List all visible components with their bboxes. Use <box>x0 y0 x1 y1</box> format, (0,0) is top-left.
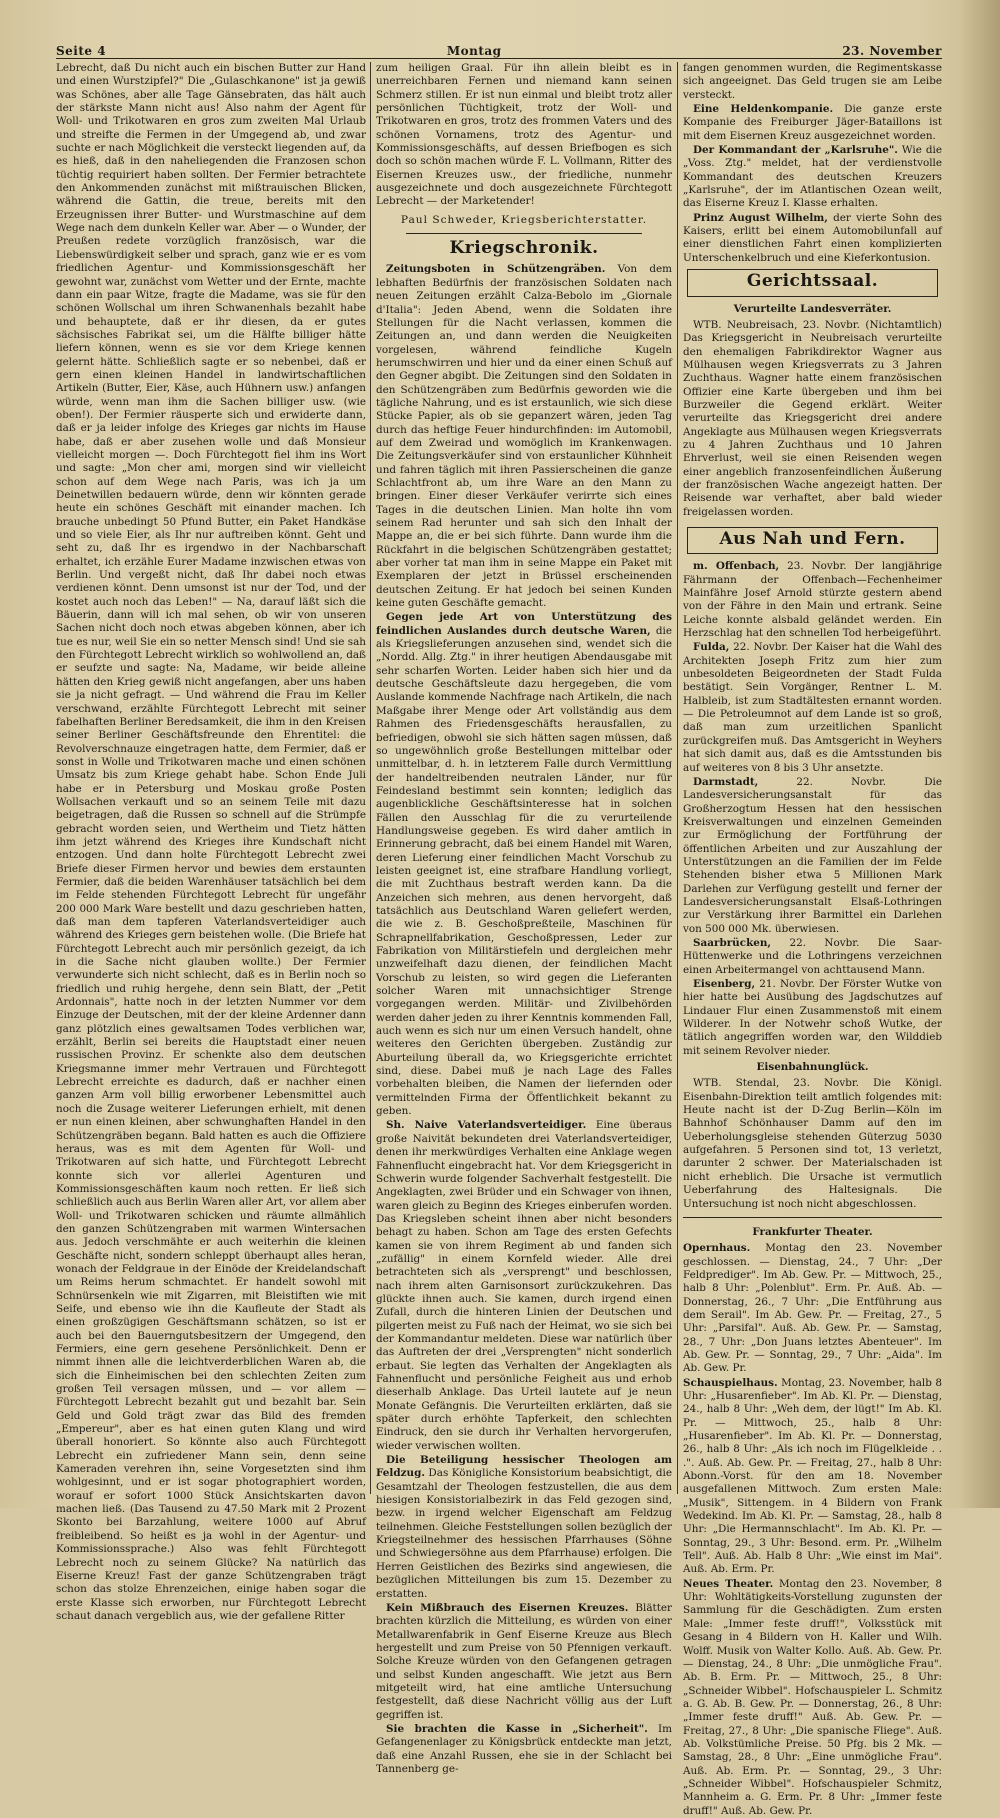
article-text: Von dem lebhaften Bedürfnis der französischen Soldaten nach neuen Zeitungen erzählt Calza-Bebolo im „Giornale d'Italia": Jeden Abend, wenn die Soldaten ihre Stellungen für die Nacht verlassen, kommen die Zeitungen an, und dann werden die Neuigkeiten vorgelesen, während feindliche Kugeln herumschwirren und hier und da einer einen Schuß auf den Gegner abgibt. Die Zeitungen sind den Soldaten in den Schützengräben zum Bedürfnis geworden wie die tägliche Nahrung, und es ist erstaunlich, wie sich diese Stücke Papier, als ob sie gepanzert wären, jeden Tag durch das heftige Feuer hindurchfinden: im Automobil, auf dem Zweirad und womöglich im Krankenwagen. Die Zeitungsverkäufer sind von erstaunlicher Kühnheit und fahren täglich mit ihren Passierscheinen die ganze Schlachtfront ab, um ihre Ware an den Mann zu bringen. Einer dieser Verkäufer verirrte sich eines Tages in die deutschen Linien. Man holte ihn vom seinem Rad herunter und sah sich den Inhalt der Mappe an, die er bei sich führte. Dann wurde ihm die Rückfahrt in die belgischen Schützengräben gestattet; aber vorher tat man ihm in seine Mappe ein Paket mit Exemplaren der jetzt in Brüssel erscheinenden deutschen Zeitung. Er hat jedoch bei seinen Kunden keine guten Geschäfte gemacht. <box>376 263 672 610</box>
article <box>376 1454 672 1601</box>
issue-date: 23. November <box>842 44 942 58</box>
local-title: m. Offenbach, <box>693 560 780 573</box>
column-1 <box>56 62 366 1622</box>
page-header <box>56 38 942 59</box>
local-item <box>683 776 942 936</box>
local-title: Fulda, <box>693 641 730 654</box>
article-title: Die Beteiligung hessischer Theologen am Feldzug. <box>376 1454 672 1480</box>
court-section <box>687 269 938 296</box>
article <box>376 263 672 610</box>
page-number: Seite 4 <box>56 44 107 58</box>
local-text: 23. Novbr. Der langjährige Fährmann der Offenbach—Fechenheimer Mainfähre Josef Arnold stürzte gestern abend von der Fähre in den Main und ertrank. Seine Leiche konnte alsbald geländet werden. Ein Herzschlag hat den schnellen Tod herbeigeführt. <box>683 560 942 640</box>
theater-item <box>683 1377 942 1577</box>
article <box>376 1119 672 1453</box>
article-text: Im Gefangenenlager zu Königsbrück entdeckte man jetzt, daß eine Anzahl Russen, ehe sie in der Schlacht bei Tannenberg ge- <box>376 1722 672 1775</box>
theater-subhead: Frankfurter Theater. <box>752 1225 873 1238</box>
article-text: die als Kriegslieferungen anzusehen sind, wendet sich die „Nordd. Allg. Ztg." in ihrer heutigen Abendausgabe mit sehr scharfen Worten. Leider haben sich hier und da deutsche Geschäftsleute dazu hergegeben, die vom Auslande kommende Nachfrage nach Artikeln, die nach Maßgabe ihrer Menge oder Art vollständig aus dem Rahmen des Friedensgeschäfts herausfallen, zu befriedigen, obwohl sie sich hätten sagen müssen, daß so ungewöhnlich große Bestellungen mittelbar oder unmittelbar, d. h. in letzterem Falle durch Vermittlung der handeltreibenden neutralen Länder, nur für Feindesland bestimmt sein konnten; lediglich das augenblickliche Geschäftsinteresse hat in solchen Fällen den Ausschlag für die zu verurteilende Handlungsweise gegeben. Es wird daher amtlich in Erinnerung gebracht, daß bei einem Handel mit Waren, deren Lieferung einer feindlichen Macht Vorschub zu leisten geeignet ist, eine strafbare Handlung vorliegt, die mit Zuchthaus bestraft werden kann. Da die Anzeichen sich mehren, aus denen hervorgeht, daß tatsächlich aus Deutschland Waren geliefert werden, die wie z. B. Geschoßpreßteile, Maschinen für Schrapnellfabrikation, Geschoßpressen, Leder zur Fabrikation von Militärstiefeln und dergleichen mehr unzweifelhaft dazu dienen, der feindlichen Macht Vorschub zu leisten, so wird gegen die Lieferanten solcher Waren mit unnachsichtiger Strenge vorgegangen werden. Militär- und Zivilbehörden werden daher jeden zu ihrer Kenntnis kommenden Fall, auch wenn es sich nur um einen Versuch handelt, ohne weiteres den Gerichten übergeben. Zuständig zur Aburteilung überall da, wo Kriegsgerichte errichtet sind, diese. Dabei muß je nach Lage des Falles vorbehalten bleiben, die Namen der liefernden oder vermittelnden Firma der Öffentlichkeit bekannt zu geben. <box>376 624 672 1118</box>
local-title: Saarbrücken, <box>693 936 772 949</box>
news-item <box>683 103 942 143</box>
news-title: Der Kommandant der „Karlsruhe". <box>693 144 898 157</box>
news-item <box>683 212 942 265</box>
column-2 <box>376 62 672 1775</box>
section-title-gerichtssaal: Gerichtssaal. <box>746 271 879 292</box>
weekday: Montag <box>446 44 502 58</box>
article-continuation: fangen genommen wurden, die Regimentskasse sich angeeignet. Das Geld trugen sie am Leibe versteckt. <box>683 62 942 101</box>
theater-text: Montag, 23. November, halb 8 Uhr: „Husarenfieber". Im Ab. Kl. Pr. — Dienstag, 24., halb 8 Uhr: „Weh dem, der lügt!" Im Ab. Kl. Pr. — Mittwoch, 25., halb 8 Uhr: „Husarenfieber". Im Ab. Kl. Pr. — Donnerstag, 26., halb 8 Uhr: „Als ich noch im Flügelkleide . . .". Auß. Ab. Gew. Pr. — Freitag, 27., halb 8 Uhr: Abonn.-Vorst. für den am 18. November ausgefallenen Mittwoch. Zum ersten Male: „Musik", Sittengem. in 4 Bildern von Frank Wedekind. Im Ab. Kl. Pr. — Samstag, 28., halb 8 Uhr: „Die Hermannschlacht". Im Ab. Kl. Pr. — Sonntag, 29., 3 Uhr: Besond. erm. Pr. „Wilhelm Tell". Auß. Ab. Halb 8 Uhr: „Wie einst im Mai". Auß. Ab. Erm. Pr. <box>683 1376 942 1576</box>
news-text: Die ganze erste Kompanie des Freiburger Jäger-Bataillons ist mit dem Eisernen Kreuz ausgezeichnet worden. <box>683 103 942 142</box>
news-title: Prinz August Wilhelm, <box>693 211 828 224</box>
local-item <box>683 641 942 774</box>
article-text: Das Königliche Konsistorium beabsichtigt, die Gesamtzahl der Theologen festzustellen, die aus dem hiesigen Konsistorialbezirk in das Feld gezogen sind, bezw. in irgend welcher Eigenschaft am Feldzug teilnehmen. Gleiche Feststellungen sollen bezüglich der Kriegsteilnehmer des hessischen Pfarrhauses (Söhne und Schwiegersöhne aus dem Pfarrhause) erfolgen. Die Herren Geistlichen des Bezirks sind angewiesen, die bezüglichen Mitteilungen bis zum 15. Dezember zu erstatten. <box>376 1467 672 1600</box>
column-3 <box>683 62 943 1817</box>
article-text: Blätter brachten kürzlich die Mitteilung, es würden von einer Metallwarenfabrik in Genf Eiserne Kreuze aus Blech hergestellt und zum Preise von 50 Pfennigen verkauft. Solche Kreuze würden von den Gefangenen getragen und selbst Kunden angeschafft. Wie jetzt aus Bern mitgeteilt wird, hat eine amtliche Untersuchung festgestellt, daß diese Nachricht völlig aus der Luft gegriffen ist. <box>376 1601 672 1721</box>
article-title: Sh. Naive Vaterlandsverteidiger. <box>386 1119 587 1132</box>
article-title: Gegen jede Art von Unterstützung des feindlichen Auslandes durch deutsche Waren, <box>376 611 672 637</box>
article <box>376 1602 672 1722</box>
byline: Paul Schweder, Kriegsberichterstatter. <box>400 213 648 226</box>
article <box>376 1723 672 1776</box>
feuilleton-continuation: zum heiligen Graal. Für ihn allein bleibt es in unerreichbaren Fernen und niemand kann seinen Schmerz stillen. Er ist nun einmal und bleibt trotz aller persönlichen Tüchtigkeit, trotz der Woll- und Trikotwaren en gros, trotz des frommen Vaters und des schönen Vornamens, trotz des Agentur- und Kommissionsgeschäfts, auf dessen Briefbogen es sich doch so schön machen würde F. L. Vollmann, Ritter des Eisernen Kreuzes usw., der friedliche, nunmehr ausgezeichnete und doch ausgezeichnete Fürchtegott Lebrecht — der Marketender! <box>376 62 672 208</box>
local-text: 22. Novbr. Die Landesversicherungsanstalt für das Großherzogtum Hessen hat den hessischen Kreisverwaltungen und einzelnen Gemeinden zur Ermöglichung der Fortführung der öffentlichen Arbeiten und zur Auszahlung der Unterstützungen an die Familien der im Felde Stehenden bisher etwa 5 Millionen Mark Darlehen zur Verfügung gestellt und ferner der Landesversicherungsanstalt Elsaß-Lothringen zur Verstärkung ihrer Barmittel ein Darlehen von 500 000 Mk. überwiesen. <box>683 775 942 935</box>
theater-item <box>683 1578 942 1818</box>
news-text: der vierte Sohn des Kaisers, erlitt bei einem Automobilunfall auf einer dienstlichen Fahrt einen komplizierten Unterschenkelbruch und eine Kieferkontusion. <box>683 211 942 264</box>
theater-item <box>683 1242 942 1375</box>
rail-subhead: Eisenbahnunglück. <box>756 1061 869 1074</box>
local-text: 21. Novbr. Der Förster Wutke von hier hatte bei Ausübung des Jagdschutzes auf Lindauer Flur einen Zusammenstoß mit einem Wilderer. In der Notwehr schoß Wutke, der tätlich angegriffen worden war, den Wilddieb mit seinem Revolver nieder. <box>683 978 942 1057</box>
article-text: Eine überaus große Naivität bekundeten drei Vaterlandsverteidiger, denen ihr merkwürdiges Verhalten eine Anklage wegen Fahnenflucht eingebracht hat. Vor dem Kriegsgericht in Schwerin wurde folgender Sachverhalt festgestellt. Die Angeklagten, zwei Brüder und ein Schwager von ihnen, waren gleich zu Beginn des Krieges einberufen worden. Das Kriegsleben scheint ihnen aber nicht besonders behagt zu haben. Schon am Tage des ersten Gefechts kamen sie von ihrem Regiment ab und fanden sich „zufällig" in einem Kornfeld wieder. Alle drei betrachteten sich als „versprengt" und beschlossen, nach ihrem alten Garnisonsort zurückzukehren. Das glückte ihnen auch. Sie kamen, durch irgend einen Zufall, durch die hinteren Linien der Deutschen und pilgerten meist zu Fuß nach der Heimat, wo sie sich bei der Kommandantur meldeten. Diese war natürlich über das Auftreten der drei „Versprengten" nicht sonderlich erbaut. Sie legten das Verhalten der Angeklagten als Fahnenflucht und persönliche Feigheit aus und erhob dieserhalb Anklage. Das Urteil lautete auf je neun Monate Gefängnis. Die Verurteilten erklärten, daß sie später durch erhöhte Tapferkeit, den schlechten Eindruck, den sie durch ihr Verhalten hervorgerufen, wieder verwischen wollten. <box>376 1119 672 1452</box>
local-title: Eisenberg, <box>693 978 756 990</box>
column-divider <box>370 62 371 1494</box>
local-title: Darmstadt, <box>693 775 759 788</box>
local-item <box>683 560 942 640</box>
section-title-aus-nah-und-fern: Aus Nah und Fern. <box>719 529 906 549</box>
local-text: 22. Novbr. Die Saar-Hüttenwerke und die Lothringens verzeichnen einen Arbeitermangel von achttausend Mann. <box>683 936 943 976</box>
court-text: WTB. Neubreisach, 23. Novbr. (Nichtamtlich) Das Kriegsgericht in Neubreisach verurteilte den ehemaligen Fabrikdirektor Wagner aus Mülhausen wegen Kriegsverrats zu 3 Jahren Zuchthaus. Wagner hatte einem französischen Offizier eine Karte übergeben und ihm bei Burzweiler die Gegend erklärt. Weiter verurteilte das Kriegsgericht drei andere Angeklagte aus Mülhausen wegen Kriegsverrats zu 4 Jahren Zuchthaus und 10 Jahren Ehrverlust, weil sie einen Reisenden wegen einer angeblich franzosenfeindlichen Äußerung der französischen Wache angezeigt hatten. Der Reisende war verhaftet, aber bald wieder freigelassen worden. <box>683 318 942 518</box>
theater-text: Montag den 23. November geschlossen. — Dienstag, 24., 7 Uhr: „Der Feldprediger". Im Ab. Gew. Pr. — Mittwoch, 25., halb 8 Uhr: „Polenblut". Erm. Pr. Auß. Ab. — Donnerstag, 26., 7 Uhr: „Die Entführung aus dem Serail". Im Ab. Gew. Pr. — Freitag, 27., 5 Uhr: „Parsifal". Auß. Ab. Gew. Pr. — Samstag, 28., 7 Uhr: „Don Juans letztes Abenteuer". Im Ab. Gew. Pr. — Sonntag, 29., 7 Uhr: „Aida". Im Ab. Gew. Pr. <box>683 1242 942 1375</box>
theater-title: Opernhaus. <box>683 1242 751 1255</box>
article <box>376 611 672 1118</box>
theater-text: Montag den 23. November, 8 Uhr: Wohltätigkeits-Vorstellung zugunsten der Sammlung für die Geschädigten. Zum ersten Male: „Immer feste druff!", Volksstück mit Gesang in 4 Bildern von H. Kaller und Wilh. Wolff. Musik von Walter Kollo. Auß. Ab. Gew. Pr. — Dienstag, 24., 8 Uhr: „Die unmögliche Frau". Ab. B. Erm. Pr. — Mittwoch, 25., 8 Uhr: „Schneider Wibbel". Hofschauspieler L. Schmitz a. G. Ab. B. Gew. Pr. — Donnerstag, 26., 8 Uhr: „Immer feste druff!" Auß. Ab. Gew. Pr. — Freitag, 27., 8 Uhr: „Die spanische Fliege". Auß. Ab. Volkstümliche Preise. 50 Pfg. bis 2 Mk. — Samstag, 28., 8 Uhr: „Eine unmögliche Frau". Auß. Ab. Erm. Pr. — Sonntag, 29., 3 Uhr: „Schneider Wibbel". Hofschauspieler Schmitz, Mannheim a. G. Erm. Pr. 8 Uhr: „Immer feste druff!" Auß. Ab. Gew. Pr. <box>683 1577 942 1817</box>
article-title: Kein Mißbrauch des Eisernen Kreuzes. <box>386 1601 629 1614</box>
court-subhead: Verurteilte Landesverräter. <box>733 302 892 315</box>
local-text: 22. Novbr. Der Kaiser hat die Wahl des Architekten Joseph Fritz zum hier zum unbesoldeten Beigeordneten der Stadt Fulda bestätigt. Sein Vorgänger, Rentner L. M. Halbleib, ist zum Stadtältesten ernannt worden. — Die Petroleumnot auf dem Lande ist so groß, daß man zum urzeitlichen Spanlicht zurückgreifen muß. Das Amtsgericht in Weyhers hat sich damit aus, daß es die Amtsstunden bis auf weiteres von 8 bis 3 Uhr ansetzte. <box>683 641 942 774</box>
divider <box>683 1217 942 1218</box>
rail-text: WTB. Stendal, 23. Novbr. Die Königl. Eisenbahn-Direktion teilt amtlich folgendes mit: Heute nacht ist der D-Zug Berlin—Köln im Bahnhof Schönhauser Damm auf den im Ueberholungsgleise stehenden Güterzug 5030 aufgefahren. 5 Personen sind tot, 13 verletzt, darunter 2 schwer. Der Materialschaden ist nicht erheblich. Die Ursache ist vermutlich Ueberfahrung des Haltesignals. Die Untersuchung ist noch nicht abgeschlossen. <box>683 1077 942 1210</box>
column-divider <box>677 62 678 1494</box>
divider <box>406 233 642 234</box>
local-item <box>683 937 942 977</box>
local-item <box>683 978 942 1058</box>
article-title: Zeitungsboten in Schützengräben. <box>386 263 606 276</box>
section-title-kriegschronik: Kriegschronik. <box>449 238 599 259</box>
theater-title: Schauspielhaus. <box>683 1376 778 1389</box>
page-edge-shadow <box>960 0 1000 1508</box>
local-section <box>687 527 938 554</box>
news-item <box>683 144 942 211</box>
feuilleton-text: Lebrecht, daß Du nicht auch ein bischen Butter zur Hand und einen Wurstzipfel?" Die „Gulaschkanone" ist ja gewiß was Schönes, aber alle Tage Gänsebraten, das hält auch der stärkste Mann nicht aus! Also nahm der Agent für Woll- und Trikotwaren en gros zum zweiten Mal Urlaub und streifte die Fermen in der Umgegend ab, und zwar suchte er nach Möglichkeit die versteckt liegenden auf, da es hieß, daß in den naheliegenden die Franzosen schon tüchtig requiriert haben sollten. Der Fermier betrachtete den Ankommenden zunächst mit mißtrauischen Blicken, während die Gattin, die treue, bereits mit den Erzeugnissen ihrer Butter- und Wurstmaschine auf dem Wege nach dem dunkeln Keller war. Aber — o Wunder, der Preußen redete vorzüglich französisch, war die Liebenswürdigkeit selber und sprach, ganz wie er es vom friedlichen Agentur- und Kommissionsgeschäft her gewohnt war, zunächst vom Wetter und der Ernte, machte dann ein paar Witze, fragte die Madame, was sie für den schönen Wollschal um ihren Schwanenhals bezahlt habe und behauptete, daß er ihr diesen, da er gutes sächsisches Fabrikat sei, um die Hälfte billiger hätte liefern können, wenn es sie vor dem Kriege kennen gelernt hätte. Schließlich sagte er so nebenbei, daß er gern einen kleinen Handel in landwirtschaftlichen Artikeln (Butter, Eier, Käse, auch Hühnern usw.) anfangen würde, wenn man ihm die Sachen billiger usw. (wie oben!). Der Fermier räusperte sich und erwiderte dann, daß er ja leider infolge des Krieges gar nichts im Hause habe, daß er aber zusehen wolle und daß Monsieur vielleicht morgen —. Doch Fürchtegott fiel ihm ins Wort und sagte: „Mon cher ami, morgen sind wir vielleicht schon auf dem Wege nach Paris, was ich ja um Deinetwillen bedauern würde, denn wir könnten gerade heute ein schönes Geschäft mit einander machen. Ich brauche unbedingt 50 Pfund Butter, ein Paket Handkäse und so viele Eier, als Ihr nur auftreiben könnt. Geht und seht zu, daß Ihr es irgendwo in der Nachbarschaft erhaltet, ich erzähle Eurer Madame inzwischen etwas von Berlin. Und vergeßt nicht, daß Ihr dabei noch etwas verdienen könnt. Denn umsonst ist nur der Tod, und der kostet auch noch das Leben!" — Na, darauf läßt sich die Bäuerin, dann will ich mal sehen, ob wir von unseren Sachen nicht doch noch etwas abgeben können, aber ich tue es nur, weil Sie ein so netter Mensch sind! Und sie sah den Fürchtegott Lebrecht wirklich so wohlwollend an, daß er seufzte und sagte: Na, Madame, wir beide alleine hätten den Krieg gewiß nicht angefangen, aber uns haben sie ja nicht gefragt. — Und während die Frau im Keller verschwand, erzählte Fürchtegott Lebrecht mit seiner fabelhaften Berliner Beredsamkeit, die ihm in den Kreisen seiner Berliner Geschäftsfreunde den Ehrentitel: die Revolverschnauze eingetragen hatte, dem Fermier, daß er sonst in Wolle und Trikotwaren mache und einen schönen Umsatz bis zum Kriege gehabt habe. Schon Ende Juli habe er in Petersburg und Moskau große Posten Wollsachen verkauft und so an seinem Teile mit dazu beigetragen, daß die Russen so schnell auf die Strümpfe gebracht worden seien, und Wertheim und Tietz hätten ihm jetzt während des Krieges ihre Kundschaft nicht entzogen. Und dann holte Fürchtegott Lebrecht zwei Briefe dieser Firmen hervor und bewies dem erstaunten Fermier, daß die beiden Warenhäuser tatsächlich bei dem im Felde stehenden Fürchtegott Lebrecht für ungefähr 200 000 Mark Ware bestellt und dazu geschrieben hatten, daß man dem tapferen Vaterlandsverteidiger auch während des Krieges gern beistehen wolle. (Die Briefe hat Fürchtegott Lebrecht auch mir persönlich gezeigt, da ich in die Sache nicht glauben wollte.) Der Fermier verwunderte sich nicht schlecht, daß es in Berlin noch so friedlich und ruhig hergehe, denn sein Blatt, der „Petit Ardonnais", hatte noch in der letzten Nummer vor dem Einzuge der Deutschen, mit der der kleine Ardenner dann ganz plötzlich eines gewaltsamen Todes verblichen war, erzählt, Berlin sei bereits die Hauptstadt einer neuen russischen Provinz. Er schenkte also dem deutschen Kriegsmanne immer mehr Vertrauen und Fürchtegott Lebrecht erreichte es dadurch, daß er nachher einen ganzen Arm voll billig erworbener Lebensmittel auch noch die Zusage weiterer Lieferungen erhielt, mit denen er nun einen kleinen, aber schwunghaften Handel in den Schützengräben begann. Bald hatten es auch die Offiziere heraus, was es mit dem Agenten für Woll- und Trikotwaren auf sich hatte, und Fürchtegott Lebrecht konnte sich vor allerlei Agenturen und Kommissionsgeschäften kaum noch retten. Er ließ sich schließlich auch aus Berlin Waren aller Art, vor allem aber Woll- und Trikotwaren schicken und räumte allmählich den ganzen Schützengraben mit warmen Wintersachen aus. Jedoch verschmähte er auch weiterhin die kleinen Geschäfte nicht, sondern schleppt überhaupt alles heran, wonach der Feldgraue in der Einöde der Kreidelandschaft um Reims herum schmachtet. Er handelt sowohl mit Schnürsenkeln wie mit Zigarren, mit Bleistiften wie mit Seife, und ebenso wie ihn die Kaufleute der Stadt als einen großzügigen Geschäftsmann schätzen, so ist er auch bei den Bauerngutsbesitzern der Umgegend, den Fermiers, eine gern gesehene Persönlichkeit. Denn er nimmt ihnen alle die leichtverderblichen Waren ab, die sich die Einheimischen bei den schlechten Zeiten zum großen Teil versagen müssen, und — vor allem — Fürchtegott Lebrecht bezahlt gut und bezahlt bar. Sein Geld und Gold trägt zwar das Bild des fremden „Empereur", aber es hat einen guten Klang und wird überall honoriert. So könnte also auch Fürchtegott Lebrecht ein zufriedener Mann sein, denn seine Kameraden verehren ihn, seine Vorgesetzten sind ihm wohlgesinnt, und er ist sogar photographiert worden, worauf er sofort 1000 Stück Ansichtskarten davon machen ließ. (Das Tausend zu 47.50 Mark mit 2 Prozent Skonto bei Barzahlung, weitere 1000 auf Abruf freibleibend. So heißt es ja wohl in der Agentur- und Kommissionssprache.) Also was fehlt Fürchtegott Lebrecht noch zu seinem Glücke? Na natürlich das Eiserne Kreuz! Fast der ganze Schützengraben trägt schon das stolze Ehrenzeichen, einige haben sogar die erste Klasse sich erworben, nur Fürchtegott Lebrecht schaut danach vergeblich aus, wie der gefallene Ritter <box>56 62 366 1622</box>
article-title: Sie brachten die Kasse in „Sicherheit". <box>386 1722 648 1735</box>
theater-title: Neues Theater. <box>683 1577 774 1590</box>
news-text: Wie die „Voss. Ztg." meldet, hat der verdienstvolle Kommandant des deutschen Kreuzers „Karlsruhe", der im Atlantischen Ozean weilt, das Eiserne Kreuz I. Klasse erhalten. <box>683 144 942 210</box>
news-title: Eine Heldenkompanie. <box>693 103 834 116</box>
